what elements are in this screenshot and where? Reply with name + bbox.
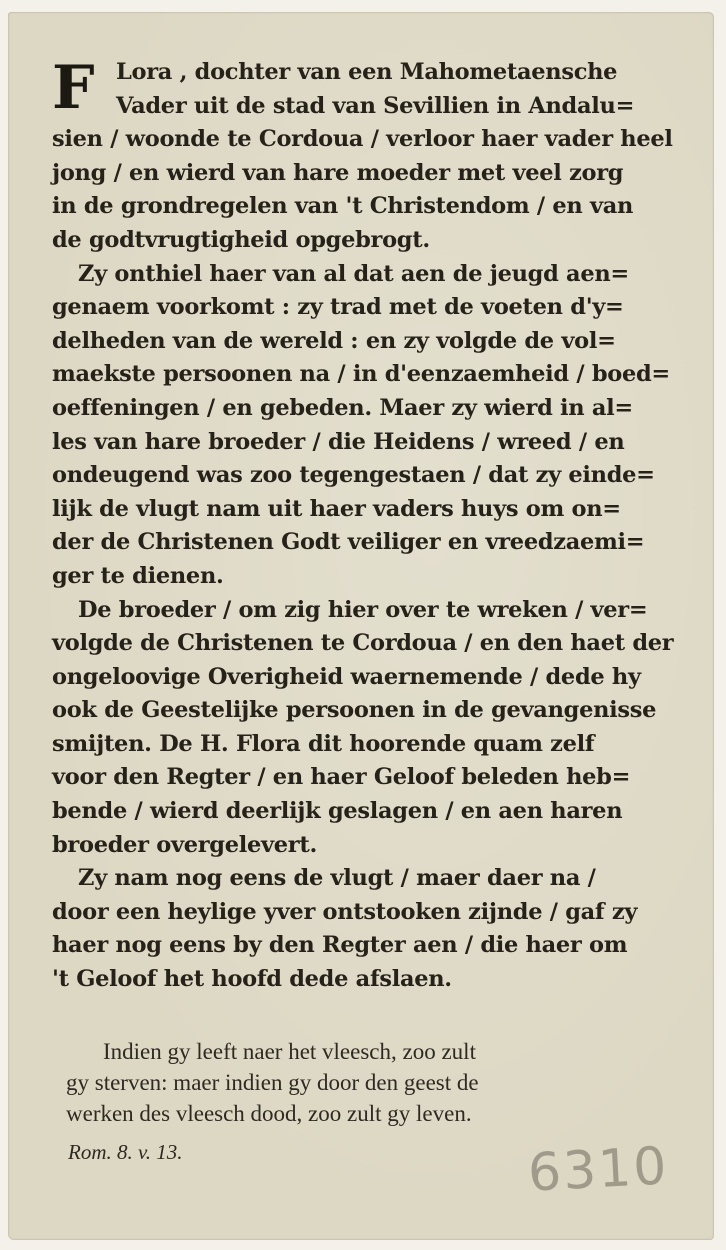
text-line: broeder overgelevert. <box>52 831 317 858</box>
text-line: delheden van de wereld : en zy volgde de vol= <box>52 327 616 354</box>
text-line: Zy onthiel haer van al dat aen de jeugd aen= <box>78 260 629 287</box>
handwritten-shelfmark: 6310 <box>526 1136 670 1204</box>
quote-line: werken des vleesch dood, zoo zult gy leven. <box>66 1101 472 1126</box>
text-line: 't Geloof het hoofd dede afslaen. <box>52 966 452 993</box>
text-line: les van hare broeder / die Heidens / wreed / en <box>52 428 625 455</box>
text-line: lijk de vlugt nam uit haer vaders huys om on= <box>52 495 621 522</box>
text-line: ger te dienen. <box>52 562 224 589</box>
text-line: de godtvrugtigheid opgebrogt. <box>52 226 430 253</box>
legend-text <box>52 53 692 997</box>
text-line: Lora , dochter van een Mahometaensche <box>116 59 618 85</box>
text-line: Vader uit de stad van Sevillien in Andalu= <box>116 92 635 119</box>
text-line: oeffeningen / en gebeden. Maer zy wierd in al= <box>52 394 633 421</box>
text-line: ook de Geestelijke persoonen in de gevangenisse <box>52 697 657 724</box>
text-line: ongeloovige Overigheid waernemende / dede hy <box>52 663 641 690</box>
text-line: Zy nam nog eens de vlugt / maer daer na / <box>78 865 596 892</box>
text-line: volgde de Christenen te Cordoua / en den haet der <box>52 630 674 657</box>
quote-line: gy sterven: maer indien gy door den geest de <box>66 1070 479 1095</box>
drop-cap: F <box>52 53 95 123</box>
scripture-reference: Rom. 8. v. 13. <box>68 1140 183 1164</box>
scripture-quote <box>66 1036 696 1129</box>
text-line: genaem voorkomt : zy trad met de voeten d'y= <box>52 294 624 321</box>
text-line: voor den Regter / en haer Geloof beleden heb= <box>52 764 631 791</box>
text-line: jong / en wierd van hare moeder met veel zorg <box>52 159 624 186</box>
text-line: maekste persoonen na / in d'eenzaemheid / boed= <box>52 361 670 388</box>
text-line: bende / wierd deerlijk geslagen / en aen haren <box>52 798 623 825</box>
text-line: haer nog eens by den Regter aen / die haer om <box>52 932 628 959</box>
text-line: ondeugend was zoo tegengestaen / dat zy einde= <box>52 462 655 489</box>
text-line: smijten. De H. Flora dit hoorende quam zelf <box>52 730 595 757</box>
text-line: De broeder / om zig hier over te wreken / ver= <box>78 596 648 623</box>
text-line: sien / woonde te Cordoua / verloor haer vader heel <box>52 126 673 153</box>
text-line: door een heylige yver ontstooken zijnde / gaf zy <box>52 898 638 925</box>
text-line: der de Christenen Godt veiliger en vreedzaemi= <box>52 529 645 556</box>
text-line: in de grondregelen van 't Christendom / en van <box>52 193 634 220</box>
quote-line: Indien gy leeft naer het vleesch, zoo zult <box>103 1039 476 1064</box>
